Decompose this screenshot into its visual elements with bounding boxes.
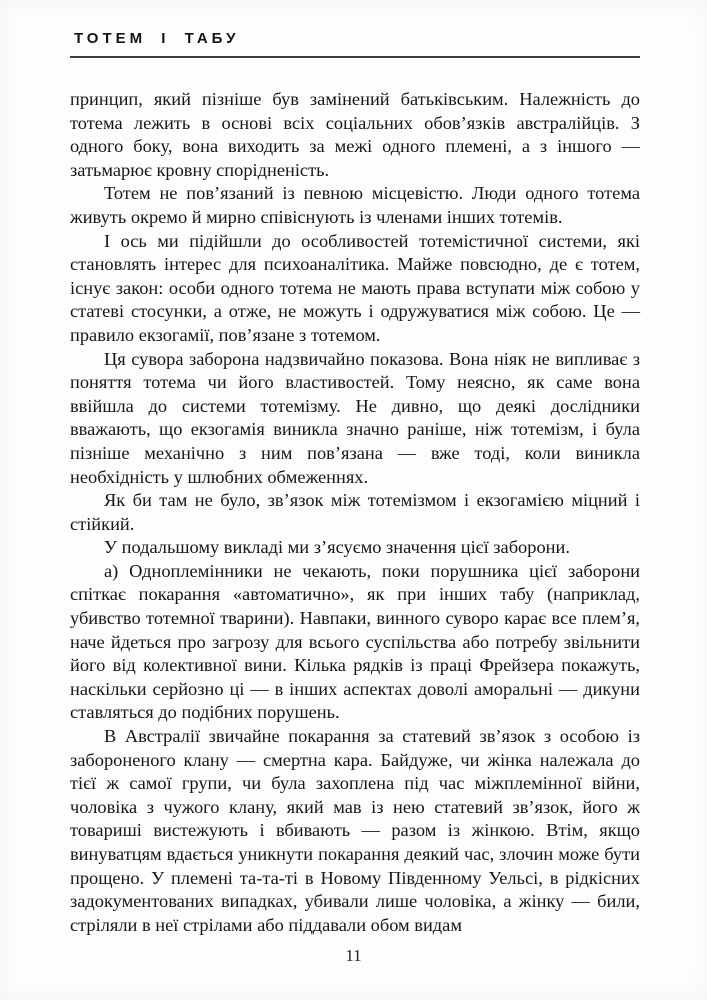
paragraph: Ця сувора заборона надзвичайно показова. Вона ніяк не випливає з поняття тотема чи його властивостей. Тому неясно, як саме вона ввійшла до системи тотемізму. Не дивно, що деякі дослідники вважають, що екзогамія виникла значно раніше, ніж тотемізм, і була пізніше механічно з ним пов’язана — вже тоді, коли виникла необхідність у шлюбних обмеженнях. (70, 348, 640, 487)
paragraph: Як би там не було, зв’язок між тотемізмом і екзогамією міцний і стійкий. (70, 490, 640, 534)
paragraph: У подальшому викладі ми з’ясуємо значення цієї заборони. (104, 537, 570, 558)
paragraph: а) Одноплемінники не чекають, поки порушника цієї заборони спіткає покарання «автоматично», як при інших табу (наприклад, убивство тотемної тварини). Навпаки, винного суворо карає все плем’я, наче йдеться про загрозу для всього суспільства або потребу звільнити його від колективної вини. Кілька рядків із праці Фрейзера покажуть, наскільки серйозно ці — в інших аспектах доволі аморальні — дикуни ставляться до подібних порушень. (70, 560, 640, 723)
paragraph: В Австралії звичайне покарання за статевий зв’язок з особою із забороненого клану — смертна кара. Байдуже, чи жінка належала до тієї ж самої групи, чи була захоплена під час міжплемінної війни, чоловіка з чужого клану, який мав із нею статевий зв’язок, його ж товариші вистежують і вбивають — разом із жінкою. Втім, якщо винуватцям вдається уникнути покарання деякий час, злочин може бути прощено. У племені та-та-ті в Новому Південному Уельсі, в рідкісних задокументованих випадках, убивали лише чоловіка, а жінку — били, стріляли в неї стрілами або піддавали обом видам (70, 726, 640, 935)
paragraph: І ось ми підійшли до особливостей тотемістичної системи, які становлять інтерес для психоаналітика. Майже повсюдно, де є тотем, існує закон: особи одного тотема не мають права вступати між собою у статеві стосунки, а отже, не можуть і одружуватися між собою. Це — правило екзогамії, пов’язане з тотемом. (70, 230, 640, 345)
header-rule (70, 56, 640, 58)
paragraph: Тотем не пов’язаний із певною місцевістю. Люди одного тотема живуть окремо й мирно співіснують із членами інших тотемів. (70, 183, 640, 227)
running-header: ТОТЕМ І ТАБУ (74, 30, 240, 47)
paragraph: принцип, який пізніше був замінений батьківським. Належність до тотема лежить в основі всіх соціальних обов’язків австралійців. З одного боку, вона виходить за межі одного племені, а з іншого — затьмарює кровну спорідненість. (70, 89, 640, 180)
page-number: 11 (345, 946, 362, 965)
page-body (70, 88, 640, 937)
